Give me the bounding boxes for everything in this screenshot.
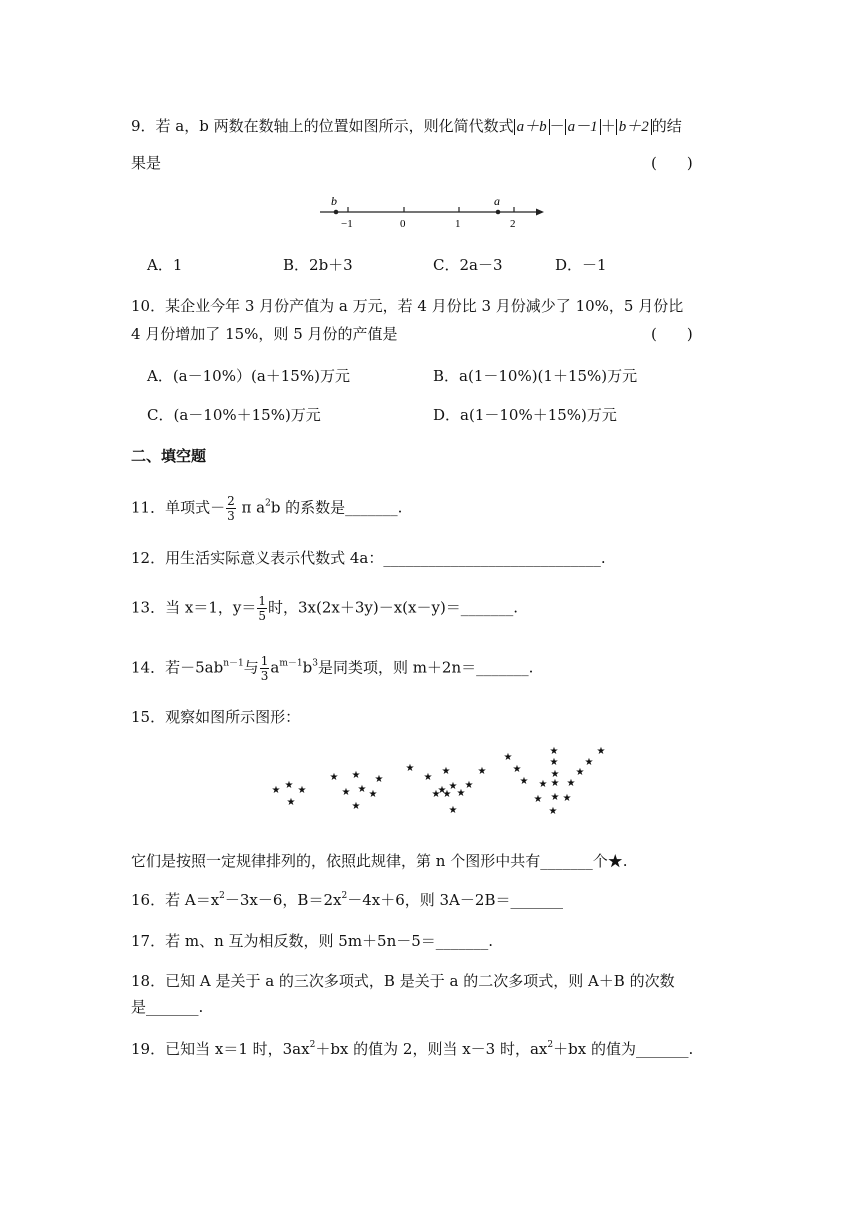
abs-a-plus-b: a＋b xyxy=(514,119,550,135)
q15-after: 它们是按照一定规律排列的，依照此规律，第 n 个图形中共有_______个★. xyxy=(131,852,628,870)
q10-option-a: A．(a－10%）(a＋15%)万元 xyxy=(147,367,350,385)
star-icon: ★ xyxy=(368,789,378,800)
fraction-2-3: $\frac{2}{3}$ xyxy=(227,494,235,523)
star-icon: ★ xyxy=(549,746,559,757)
q9-line2: 果是 xyxy=(131,154,162,172)
star-icon: ★ xyxy=(351,770,361,781)
star-icon: ★ xyxy=(374,774,384,785)
star-icon: ★ xyxy=(431,789,441,800)
star-icon: ★ xyxy=(448,805,458,816)
q10-option-b: B．a(1－10%)(1＋15%)万元 xyxy=(433,367,638,385)
star-icon: ★ xyxy=(456,788,466,799)
star-icon: ★ xyxy=(297,785,307,796)
number-line-figure xyxy=(312,193,552,233)
star-icon: ★ xyxy=(351,801,361,812)
q14: 14．若$-5ab^{n-1}$与 $\frac{1}{3}$ $a^{m-1}b^3$是同类项，则 m＋2n＝_______. xyxy=(131,654,534,683)
abs-a-minus-1: a－1 xyxy=(565,119,601,135)
q9-option-c: C．2a－3 xyxy=(433,256,503,274)
star-icon: ★ xyxy=(448,781,458,792)
star-icon: ★ xyxy=(538,779,548,790)
star-icon: ★ xyxy=(464,780,474,791)
q10-line2: 4 月份增加了 15%，则 5 月份的产值是 xyxy=(131,325,398,343)
tick-label-0: 0 xyxy=(400,218,406,230)
tick-label-1: 1 xyxy=(455,218,461,230)
q17: 17．若 m、n 互为相反数，则 5m＋5n－5＝_______. xyxy=(131,932,494,950)
star-icon: ★ xyxy=(550,792,560,803)
star-icon: ★ xyxy=(286,797,296,808)
q9-option-a: A．1 xyxy=(147,256,183,274)
tick-label-2: 2 xyxy=(510,218,516,230)
q11: 11．单项式－ $\frac{2}{3}$ π $a^2b$ 的系数是_______. xyxy=(131,494,403,523)
point-b xyxy=(334,210,339,215)
star-icon: ★ xyxy=(533,794,543,805)
q12: 12．用生活实际意义表示代数式 4a：_____________________________. xyxy=(131,549,606,567)
star-icon: ★ xyxy=(329,772,339,783)
star-icon: ★ xyxy=(271,785,281,796)
star-icon: ★ xyxy=(503,752,513,763)
star-icon: ★ xyxy=(548,806,558,817)
q19: 19．已知当 x＝1 时，$3ax^2+bx$ 的值为 2，则当 x－3 时，$ax^2+bx$ 的值为_______. xyxy=(131,1040,694,1058)
star-icon: ★ xyxy=(550,778,560,789)
star-icon: ★ xyxy=(357,784,367,795)
star-icon: ★ xyxy=(566,778,576,789)
q9-option-b: B．2b＋3 xyxy=(283,256,353,274)
abs-b-plus-2: b＋2 xyxy=(616,119,652,135)
star-icon: ★ xyxy=(512,764,522,775)
q10-option-d: D．a(1－10%＋15%)万元 xyxy=(433,406,617,424)
q15: 15．观察如图所示图形： xyxy=(131,708,301,726)
label-b: b xyxy=(331,194,337,208)
star-icon: ★ xyxy=(442,789,452,800)
star-icon: ★ xyxy=(596,746,606,757)
q16: 16．若 $A=x^2-3x-6$，$B=2x^2-4x+6$，则 3A－2B＝_______ xyxy=(131,891,563,909)
star-icon: ★ xyxy=(284,780,294,791)
star-pattern-figure xyxy=(262,740,612,830)
fraction-1-3: $\frac{1}{3}$ xyxy=(260,654,269,683)
star-icon: ★ xyxy=(584,757,594,768)
q9-option-d: D．－1 xyxy=(555,256,607,274)
star-icon: ★ xyxy=(437,785,447,796)
star-icon: ★ xyxy=(405,763,415,774)
tick-label-minus1: −1 xyxy=(341,218,353,230)
label-a: a xyxy=(494,194,500,208)
q9-answer-paren: ( ) xyxy=(651,154,693,172)
star-icon: ★ xyxy=(477,766,487,777)
star-icon: ★ xyxy=(549,757,559,768)
point-a xyxy=(496,210,501,215)
q10-option-c: C．(a－10%＋15%)万元 xyxy=(147,406,321,424)
q10-line1: 10．某企业今年 3 月份产值为 a 万元，若 4 月份比 3 月份减少了 10%，5 月份比 xyxy=(131,297,684,315)
section-heading-fill-blank: 二、填空题 xyxy=(131,447,207,465)
q13: 13．当 x＝1，y＝ $\frac{1}{5}$ 时，3x(2x＋3y)－x(x－y)＝_______. xyxy=(131,594,519,623)
q18-line1: 18．已知 A 是关于 a 的三次多项式，B 是关于 a 的二次多项式，则 A＋B 的次数 xyxy=(131,972,675,990)
star-icon: ★ xyxy=(519,776,529,787)
star-icon: ★ xyxy=(575,767,585,778)
star-icon: ★ xyxy=(441,766,451,777)
q18-line2: 是_______. xyxy=(131,998,204,1016)
star-icon: ★ xyxy=(341,787,351,798)
star-icon: ★ xyxy=(562,793,572,804)
star-icon: ★ xyxy=(423,772,433,783)
q9-line1: 9．若 a，b 两数在数轴上的位置如图所示，则化简代数式 a＋b － a－1 ＋ b＋2 的结 xyxy=(131,117,682,135)
q10-answer-paren: ( ) xyxy=(651,325,693,343)
fraction-1-5: $\frac{1}{5}$ xyxy=(258,594,266,623)
star-icon: ★ xyxy=(550,769,560,780)
